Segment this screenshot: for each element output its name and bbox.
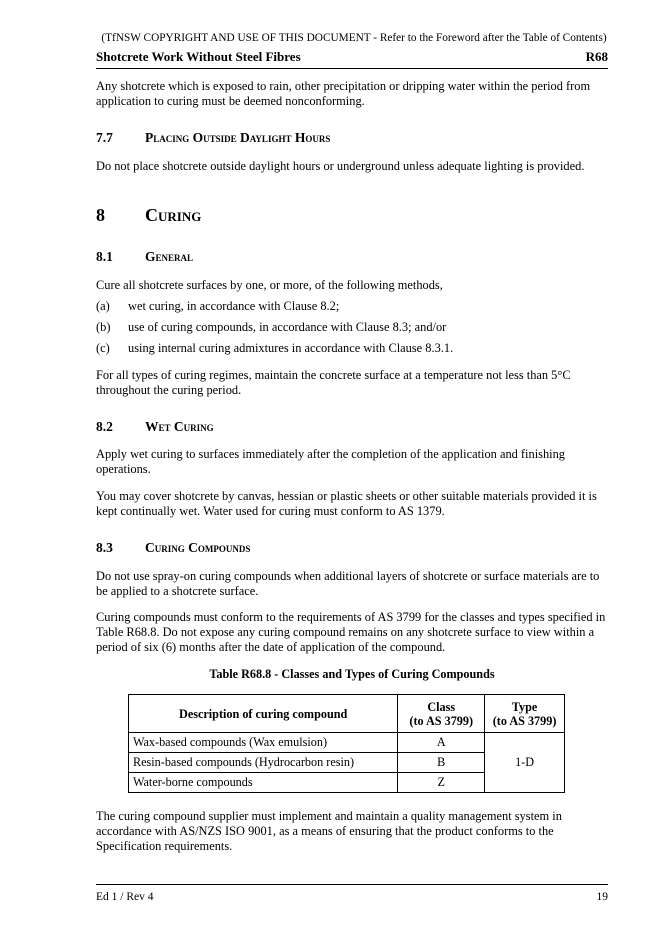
header-line: (to AS 3799) (409, 713, 474, 728)
paragraph: Do not place shotcrete outside daylight hours or underground unless adequate lighting is provided. (96, 159, 585, 173)
section-number: 8.1 (96, 249, 113, 264)
list-item-text: use of curing compounds, in accordance with Clause 8.3; and/or (128, 320, 447, 334)
list-item-label: (b) (96, 320, 111, 334)
paragraph: Do not use spray-on curing compounds when additional layers of shotcrete or surface materials are to be applied to a shotcrete surface. (96, 569, 600, 598)
class-cell: B (398, 753, 485, 773)
section-number: 7.7 (96, 130, 113, 145)
section-title: Placing Outside Daylight Hours (145, 130, 331, 145)
paragraph: Curing compounds must conform to the requirements of AS 3799 for the classes and types specified in Table R68.8. Do not expose any curing compound remains on any shotcrete surface to view within a period of six (6) months after the date of application of the compound. (96, 610, 606, 654)
copyright-notice: (TfNSW COPYRIGHT AND USE OF THIS DOCUMENT - Refer to the Foreword after the Table of Contents) (101, 32, 607, 44)
type-cell: 1-D (485, 733, 565, 793)
section-title: Wet Curing (145, 419, 214, 434)
section-title: Curing Compounds (145, 540, 251, 555)
description-cell: Wax-based compounds (Wax emulsion) (129, 733, 398, 753)
section-number: 8 (96, 205, 105, 225)
document-header (96, 49, 608, 64)
table-header-row (129, 695, 565, 733)
section-7-7-body (96, 159, 608, 174)
closing-paragraph (96, 809, 608, 854)
description-cell: Water-borne compounds (129, 773, 398, 793)
curing-compounds-table (128, 694, 565, 793)
description-cell: Resin-based compounds (Hydrocarbon resin) (129, 753, 398, 773)
header-line: (to AS 3799) (492, 713, 557, 728)
intro-paragraph (96, 79, 608, 109)
header-divider (96, 68, 608, 69)
table-row (129, 733, 565, 753)
column-header-type (485, 695, 565, 733)
intro-paragraph-text: Any shotcrete which is exposed to rain, other precipitation or dripping water within the period from application to curing must be deemed nonconforming. (96, 79, 591, 108)
list-item-label: (a) (96, 299, 110, 313)
page-number: 19 (596, 891, 608, 903)
section-8-3-paragraph-1 (96, 569, 608, 599)
section-number: 8.2 (96, 419, 113, 434)
footer-edition: Ed 1 / Rev 4 (96, 891, 154, 903)
list-item-text: using internal curing admixtures in accordance with Clause 8.3.1. (128, 341, 454, 355)
section-title: Curing (145, 205, 202, 225)
section-8-3-paragraph-2 (96, 610, 608, 655)
footer-divider (96, 884, 608, 885)
column-header-class (398, 695, 485, 733)
class-cell: Z (398, 773, 485, 793)
document-title: Shotcrete Work Without Steel Fibres (96, 49, 301, 64)
paragraph: The curing compound supplier must implement and maintain a quality management system in accordance with AS/NZS ISO 9001, as a means of ensuring that the product conforms to the Specification requirements. (96, 809, 562, 853)
paragraph: You may cover shotcrete by canvas, hessian or plastic sheets or other suitable materials provided it is kept continually wet. Water used for curing must conform to AS 1379. (96, 489, 597, 518)
list-item-label: (c) (96, 341, 110, 355)
section-8-1-intro (96, 278, 608, 293)
section-title: General (145, 249, 194, 264)
document-code: R68 (585, 49, 608, 64)
class-cell: A (398, 733, 485, 753)
header-line: Type (511, 699, 538, 714)
paragraph: For all types of curing regimes, maintain the concrete surface at a temperature not less than 5°C throughout the curing period. (96, 368, 571, 397)
column-header-description: Description of curing compound (129, 695, 398, 733)
section-8-1-note (96, 368, 608, 398)
header-line: Class (427, 699, 456, 714)
paragraph: Cure all shotcrete surfaces by one, or more, of the following methods, (96, 278, 443, 292)
paragraph: Apply wet curing to surfaces immediately after the completion of the application and finishing operations. (96, 447, 565, 476)
list-item-text: wet curing, in accordance with Clause 8.2; (128, 299, 340, 313)
section-number: 8.3 (96, 540, 113, 555)
table-caption: Table R68.8 - Classes and Types of Curing Compounds (209, 667, 495, 681)
section-8-2-paragraph-2 (96, 489, 608, 519)
section-8-2-paragraph-1 (96, 447, 608, 477)
